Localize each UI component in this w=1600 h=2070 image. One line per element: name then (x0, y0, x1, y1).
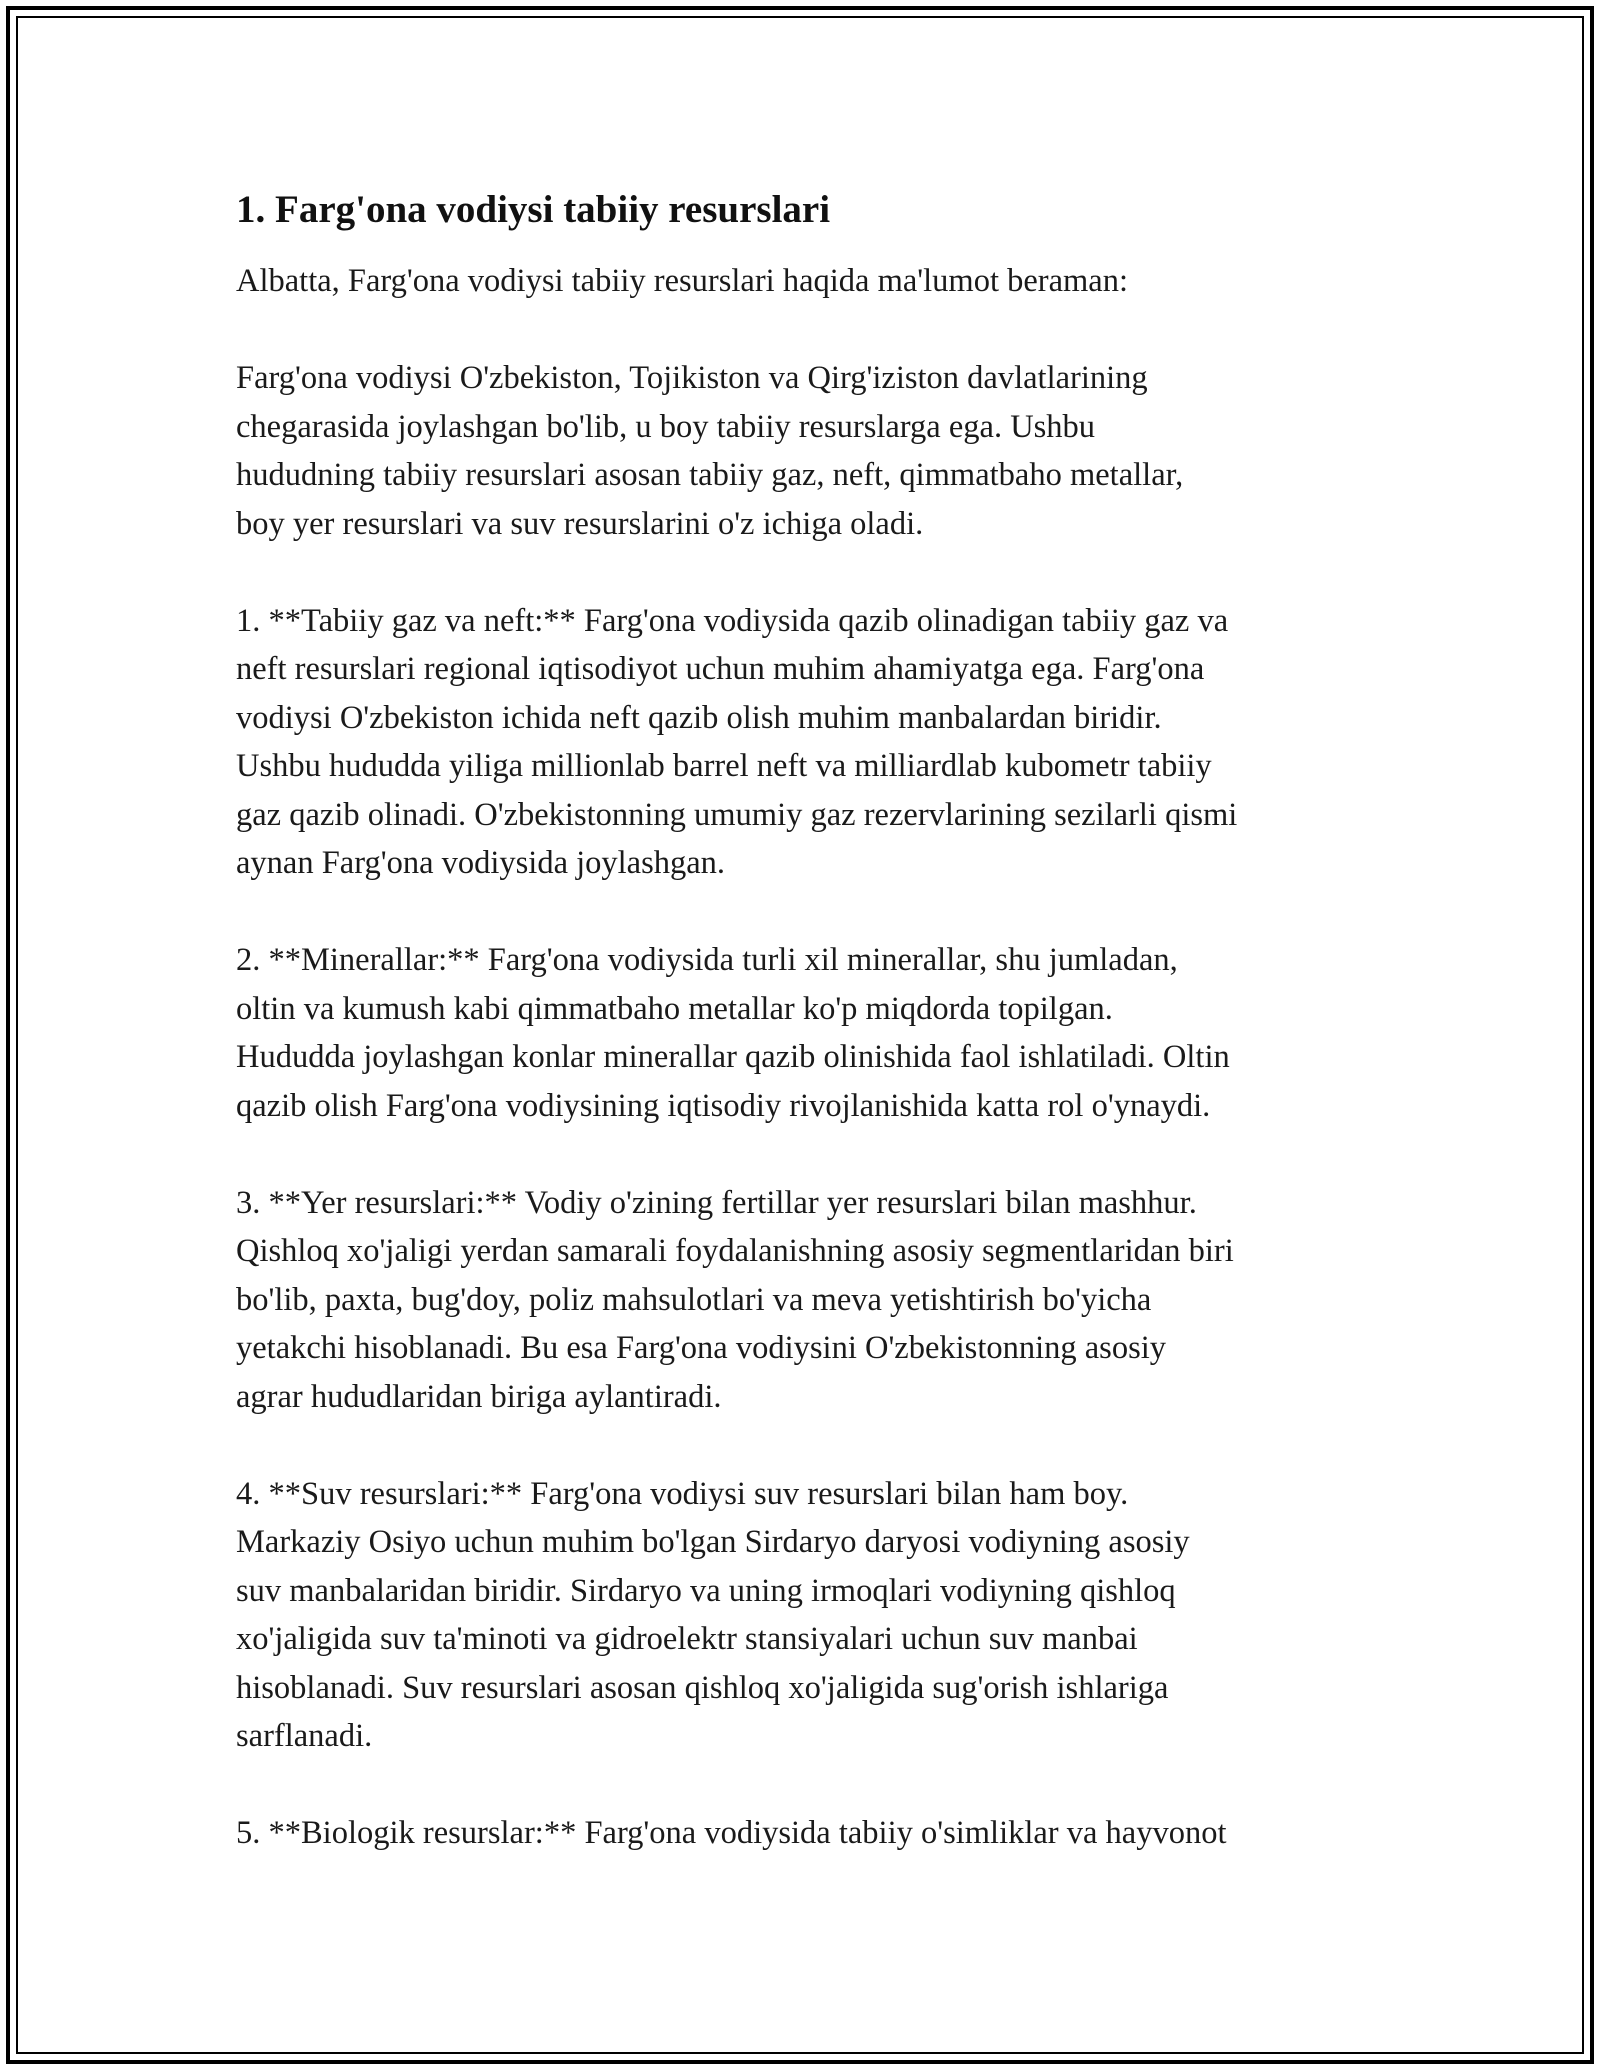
minerals-paragraph: 2. **Minerallar:** Farg'ona vodiysida turli xil minerallar, shu jumladan, oltin va kumush kabi qimmatbaho metallar ko'p miqdorda topilgan. Hududda joylashgan konlar minerallar qazib olinishida faol ishlatiladi. Oltin qazib olish Farg'ona vodiysining iqtisodiy rivojlanishida katta rol o'ynaydi. (236, 942, 1230, 1124)
overview-paragraph: Farg'ona vodiysi O'zbekiston, Tojikiston va Qirg'iziston davlatlarining chegarasida joylashgan bo'lib, u boy tabiiy resurslarga ega. Ushbu hududning tabiiy resurslari asosan tabiiy gaz, neft, qimmatbaho metallar, boy yer resurslari va suv resurslarini o'z ichiga oladi. (236, 360, 1184, 542)
biological-resources-paragraph: 5. **Biologik resurslar:** Farg'ona vodiysida tabiiy o'simliklar va hayvonot (236, 1815, 1227, 1851)
land-resources-paragraph: 3. **Yer resurslari:** Vodiy o'zining fertillar yer resurslari bilan mashhur. Qishloq xo'jaligi yerdan samarali foydalanishning asosiy segmentlaridan biri bo'lib, paxta, bug'doy, poliz mahsulotlari va meva yetishtirish bo'yicha yetakchi hisoblanadi. Bu esa Farg'ona vodiysini O'zbekistonning asosiy agrar hududlaridan biriga aylantiradi. (236, 1184, 1234, 1415)
document-body (236, 186, 1386, 1858)
document-title: 1. Farg'ona vodiysi tabiiy resurslari (236, 188, 831, 231)
gas-oil-paragraph: 1. **Tabiiy gaz va neft:** Farg'ona vodiysida qazib olinadigan tabiiy gaz va neft resurslari regional iqtisodiyot uchun muhim ahamiyatga ega. Farg'ona vodiysi O'zbekiston ichida neft qazib olish muhim manbalardan biridir. Ushbu hududda yiliga millionlab barrel neft va milliardlab kubometr tabiiy gaz qazib olinadi. O'zbekistonning umumiy gaz rezervlarining sezilarli qismi aynan Farg'ona vodiysida joylashgan. (236, 602, 1238, 881)
intro-paragraph: Albatta, Farg'ona vodiysi tabiiy resurslari haqida ma'lumot beraman: (236, 263, 1129, 299)
water-resources-paragraph: 4. **Suv resurslari:** Farg'ona vodiysi suv resurslari bilan ham boy. Markaziy Osiyo uchun muhim bo'lgan Sirdaryo daryosi vodiyning asosiy suv manbalaridan biridir. Sirdaryo va uning irmoqlari vodiyning qishloq xo'jaligida suv ta'minoti va gidroelektr stansiyalari uchun suv manbai hisoblanadi. Suv resurslari asosan qishloq xo'jaligida sug'orish ishlariga sarflanadi. (236, 1475, 1190, 1754)
